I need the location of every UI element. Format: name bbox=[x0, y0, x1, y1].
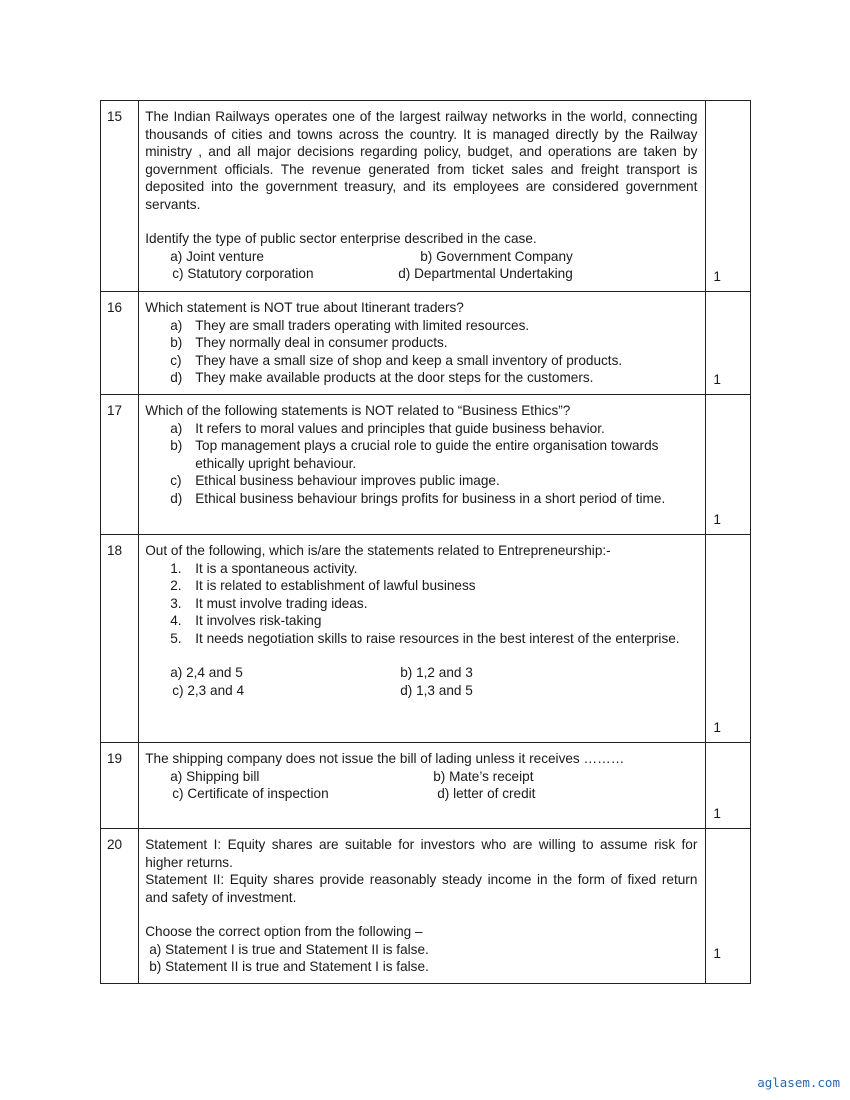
option-text: They normally deal in consumer products. bbox=[195, 335, 448, 350]
statement-one: Statement I: Equity shares are suitable for investors who are willing to assume risk for higher returns. bbox=[145, 837, 698, 870]
question-body bbox=[139, 829, 706, 984]
marks-cell bbox=[706, 395, 751, 535]
option-text: Ethical business behaviour brings profits for business in a short period of time. bbox=[195, 490, 666, 506]
statement-label: 2. bbox=[170, 578, 182, 593]
question-prompt: Which of the following statements is NOT related to “Business Ethics”? bbox=[145, 403, 571, 418]
choice-a: a) Statement I is true and Statement II is false. bbox=[149, 941, 429, 957]
question-body bbox=[139, 292, 706, 395]
option-text: They are small traders operating with limited resources. bbox=[195, 317, 530, 333]
option-text: They make available products at the door steps for the customers. bbox=[195, 370, 594, 385]
option-text: Ethical business behaviour improves public image. bbox=[195, 473, 500, 488]
option-item bbox=[145, 472, 697, 490]
case-paragraph: The Indian Railways operates one of the largest railway networks in the world, connecting thousands of cities and towns across the country. It is managed directly by the Railway ministry , and all major decisions regarding policy, budget, and operations are taken by government officials. The revenue generated from ticket sales and freight transport is deposited into the government treasury, and its employees are considered government servants. bbox=[145, 109, 698, 212]
statement-text: It is a spontaneous activity. bbox=[195, 560, 358, 576]
option-list bbox=[145, 317, 697, 387]
question-prompt: Which statement is NOT true about Itinerant traders? bbox=[145, 300, 464, 315]
statement-item bbox=[145, 630, 697, 648]
question-body bbox=[139, 535, 706, 743]
statement-label: 1. bbox=[170, 560, 182, 576]
option-d: d) Departmental Undertaking bbox=[398, 266, 573, 281]
question-prompt: Identify the type of public sector enterprise described in the case. bbox=[145, 231, 537, 246]
statement-item bbox=[145, 560, 697, 578]
statement-item bbox=[145, 612, 697, 630]
option-list bbox=[145, 420, 697, 508]
question-body bbox=[139, 101, 706, 292]
option-label: d) bbox=[170, 370, 183, 385]
option-row bbox=[145, 265, 697, 283]
marks: 1 bbox=[713, 511, 721, 527]
option-b: b) 1,2 and 3 bbox=[400, 665, 473, 680]
marks-cell bbox=[706, 292, 751, 395]
marks: 1 bbox=[713, 371, 721, 387]
statement-label: 5. bbox=[170, 630, 182, 646]
statement-two: Statement II: Equity shares provide reasonably steady income in the form of fixed return and safety of investment. bbox=[145, 872, 698, 905]
option-item bbox=[145, 437, 697, 472]
statement-item bbox=[145, 577, 697, 595]
option-c: c) Statutory corporation bbox=[172, 266, 314, 281]
choice-b: b) Statement II is true and Statement I is false. bbox=[149, 959, 429, 974]
marks: 1 bbox=[713, 268, 721, 284]
option-b: b) Mate’s receipt bbox=[433, 768, 534, 784]
statement-list bbox=[145, 560, 697, 648]
marks: 1 bbox=[713, 946, 721, 961]
option-text: It refers to moral values and principles that guide business behavior. bbox=[195, 420, 605, 436]
option-label: b) bbox=[170, 438, 183, 453]
option-item bbox=[145, 334, 697, 352]
option-label: b) bbox=[170, 335, 183, 350]
questions-table bbox=[100, 100, 751, 984]
option-label: c) bbox=[170, 352, 182, 368]
question-body bbox=[139, 395, 706, 535]
statement-item bbox=[145, 595, 697, 613]
statement-label: 3. bbox=[170, 595, 182, 611]
marks: 1 bbox=[713, 805, 721, 821]
question-row bbox=[101, 535, 751, 743]
marks-cell bbox=[706, 829, 751, 984]
option-item bbox=[145, 369, 697, 387]
option-row bbox=[145, 682, 697, 700]
marks-cell bbox=[706, 535, 751, 743]
option-c: c) Certificate of inspection bbox=[172, 786, 329, 801]
marks-cell bbox=[706, 743, 751, 829]
question-prompt: Choose the correct option from the following – bbox=[145, 924, 423, 939]
question-number: 19 bbox=[101, 743, 139, 829]
option-c: c) 2,3 and 4 bbox=[172, 682, 245, 698]
question-body bbox=[139, 743, 706, 829]
option-text: Top management plays a crucial role to guide the entire organisation towards ethically upright behaviour. bbox=[195, 438, 659, 471]
option-label: a) bbox=[170, 420, 183, 436]
statement-text: It involves risk-taking bbox=[195, 613, 322, 628]
question-number: 16 bbox=[101, 292, 139, 395]
option-label: a) bbox=[170, 317, 183, 333]
option-row bbox=[145, 664, 697, 682]
option-label: d) bbox=[170, 490, 183, 506]
question-prompt: The shipping company does not issue the bill of lading unless it receives ……… bbox=[145, 751, 625, 766]
question-number: 20 bbox=[101, 829, 139, 984]
marks-cell bbox=[706, 101, 751, 292]
option-a: a) Joint venture bbox=[170, 248, 264, 264]
option-b: b) Government Company bbox=[420, 248, 573, 264]
question-row bbox=[101, 829, 751, 984]
option-item bbox=[145, 420, 697, 438]
option-d: d) 1,3 and 5 bbox=[400, 682, 473, 698]
statement-text: It must involve trading ideas. bbox=[195, 595, 368, 611]
option-item bbox=[145, 490, 697, 508]
option-d: d) letter of credit bbox=[437, 786, 536, 801]
question-number: 17 bbox=[101, 395, 139, 535]
option-item bbox=[145, 317, 697, 335]
question-row bbox=[101, 292, 751, 395]
question-number: 15 bbox=[101, 101, 139, 292]
question-row bbox=[101, 101, 751, 292]
option-row bbox=[145, 785, 697, 803]
question-prompt: Out of the following, which is/are the statements related to Entrepreneurship:- bbox=[145, 543, 611, 558]
option-a: a) 2,4 and 5 bbox=[170, 665, 243, 680]
statement-text: It is related to establishment of lawful business bbox=[195, 578, 476, 593]
question-number: 18 bbox=[101, 535, 139, 743]
option-text: They have a small size of shop and keep a small inventory of products. bbox=[195, 352, 623, 368]
statement-label: 4. bbox=[170, 613, 182, 628]
option-item bbox=[145, 352, 697, 370]
question-row bbox=[101, 743, 751, 829]
question-row bbox=[101, 395, 751, 535]
option-a: a) Shipping bill bbox=[170, 768, 260, 784]
statement-text: It needs negotiation skills to raise resources in the best interest of the enterprise. bbox=[195, 630, 680, 646]
option-label: c) bbox=[170, 473, 182, 488]
site-watermark: aglasem.com bbox=[757, 1075, 840, 1090]
marks: 1 bbox=[713, 719, 721, 735]
option-row bbox=[145, 248, 697, 266]
option-row bbox=[145, 768, 697, 786]
